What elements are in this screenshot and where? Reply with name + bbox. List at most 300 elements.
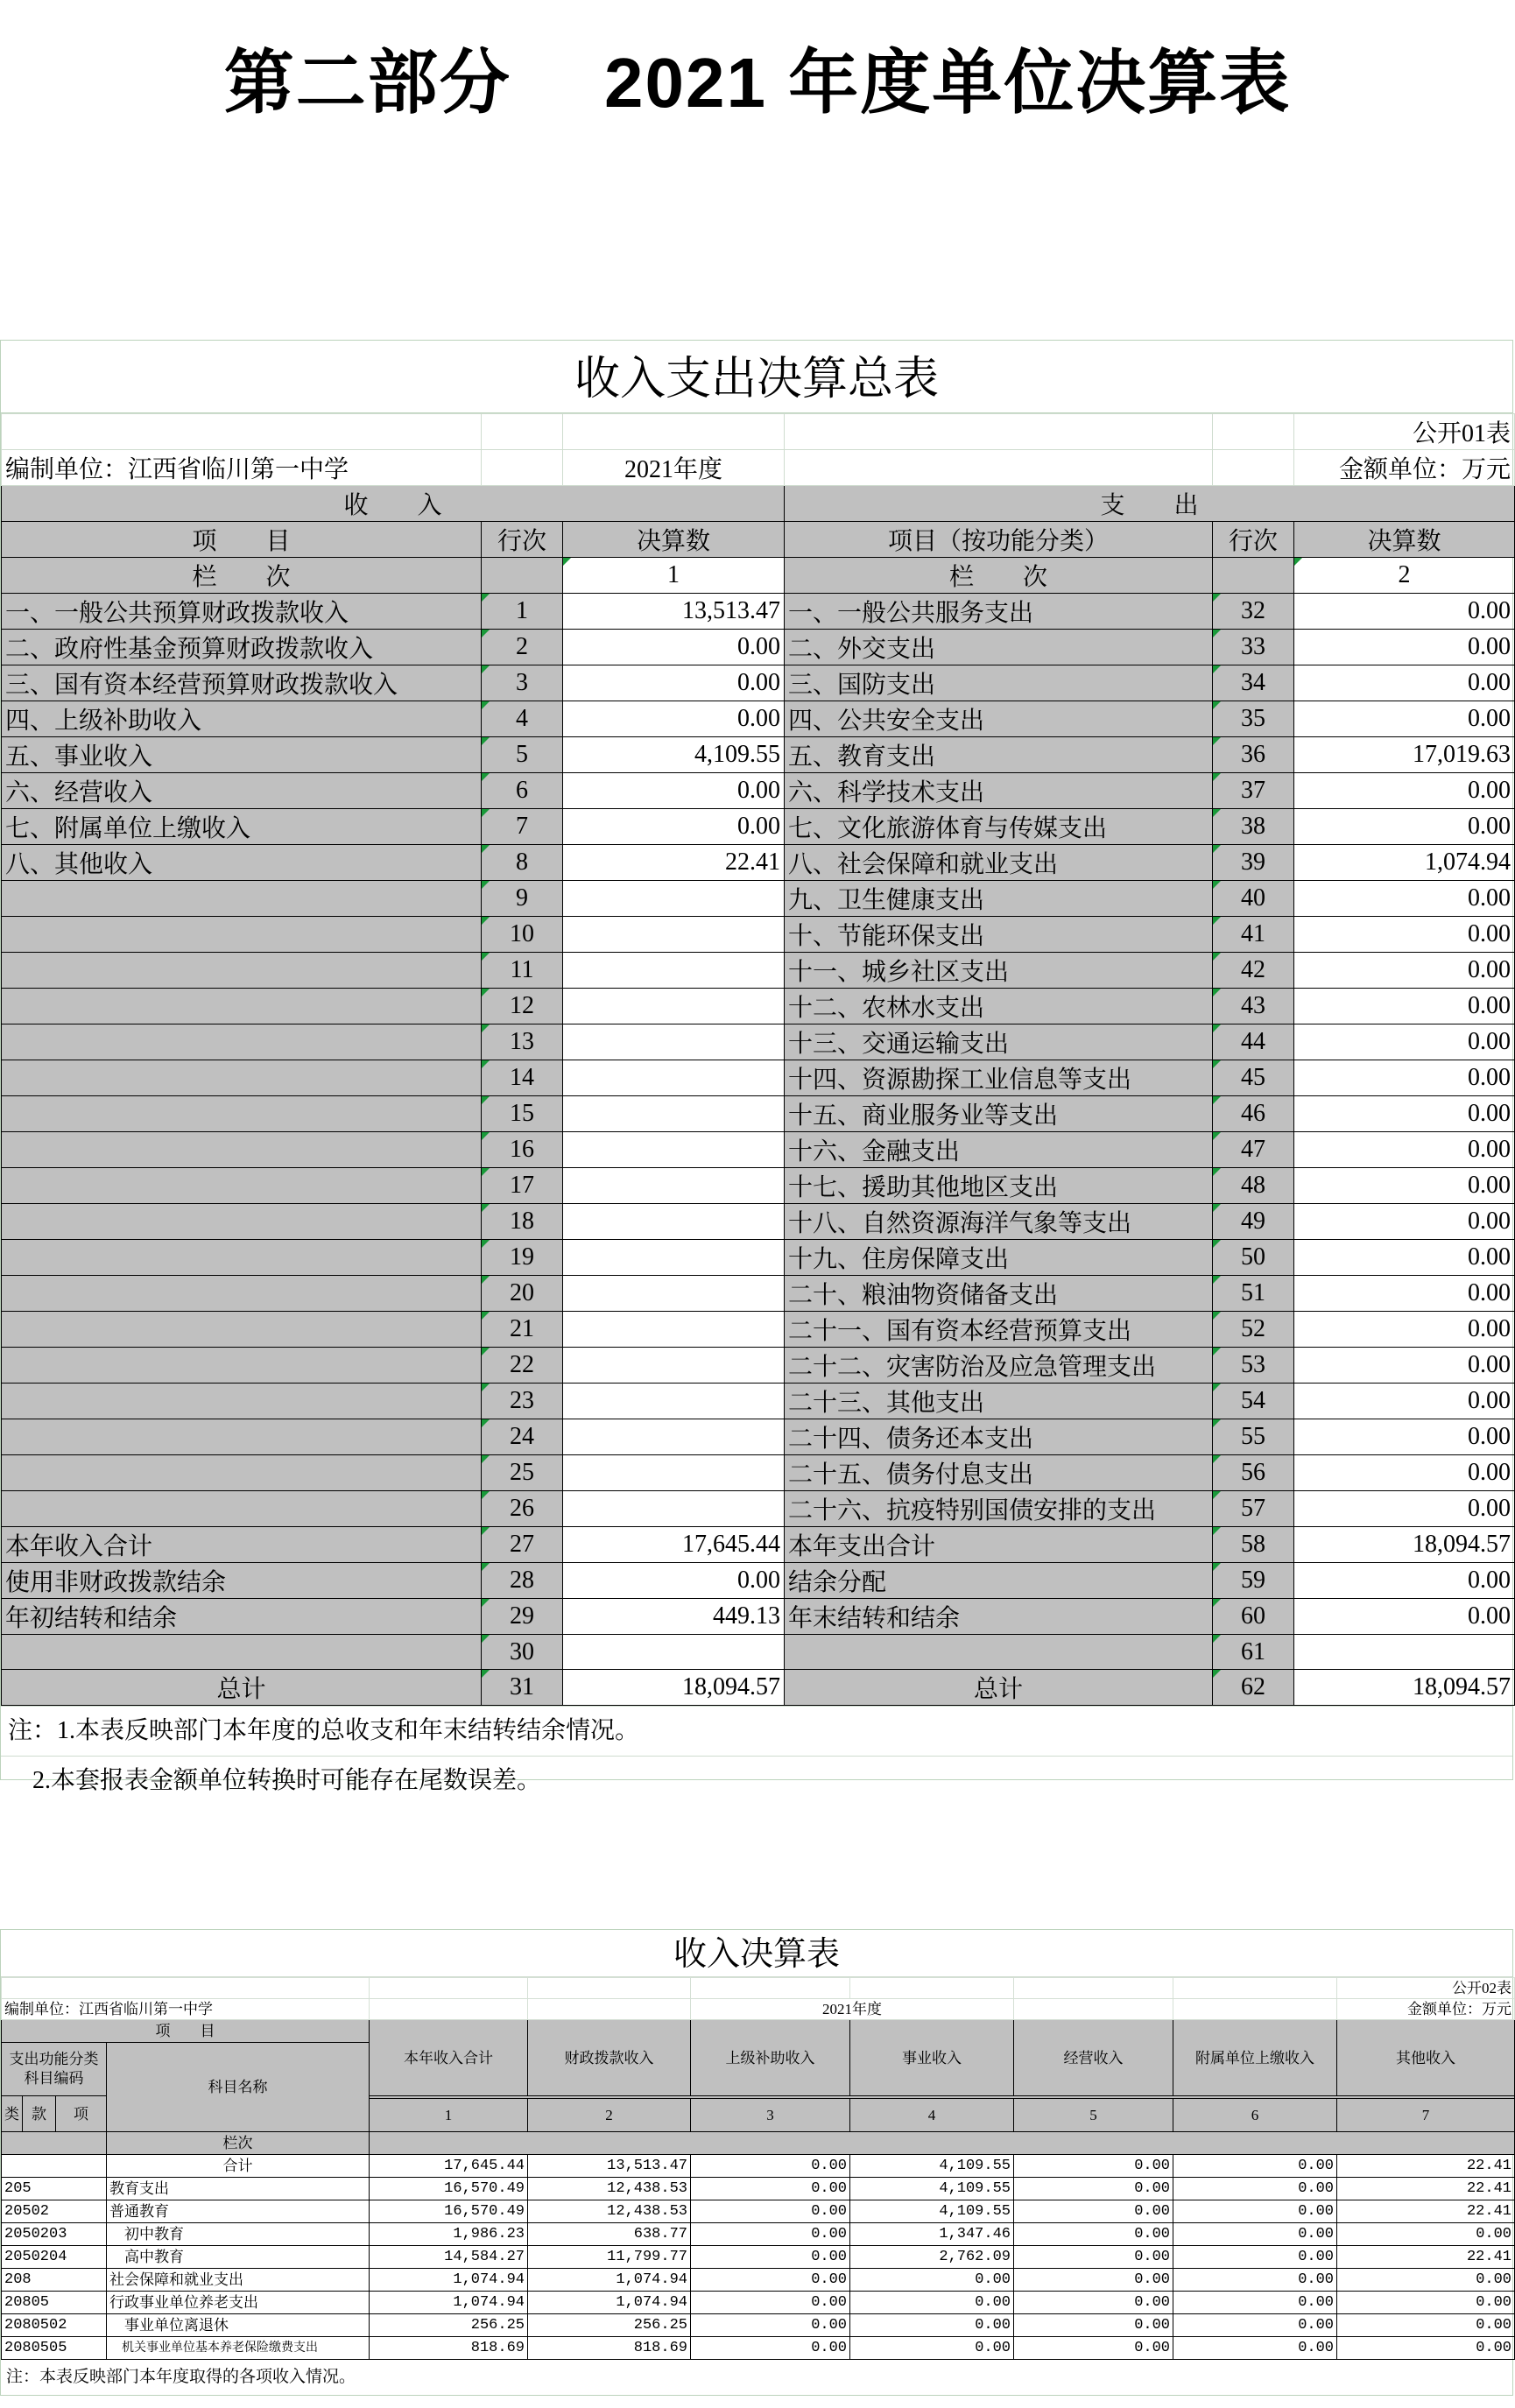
income-item: 二、政府性基金预算财政拨款收入	[2, 630, 482, 665]
expense-item: 十二、农林水支出	[785, 989, 1213, 1024]
amount-cell: 0.00	[850, 2269, 1014, 2292]
income-item: 本年收入合计	[2, 1527, 482, 1563]
income-amount: 0.00	[563, 630, 785, 665]
colnum-3: 3	[691, 2098, 850, 2131]
expense-row-number: 47	[1213, 1132, 1294, 1168]
income-item	[2, 989, 482, 1024]
amount-cell: 1,347.46	[850, 2223, 1014, 2246]
income-item	[2, 1384, 482, 1419]
amount-cell: 0.00	[1173, 2200, 1337, 2223]
table-row	[2, 1096, 1515, 1132]
amount-cell: 0.00	[1014, 2269, 1173, 2292]
expense-row-number: 58	[1213, 1527, 1294, 1563]
table-row	[2, 1455, 1515, 1491]
income-row-number: 3	[482, 665, 563, 701]
page-title: 第二部分 2021 年度单位决算表	[223, 44, 1292, 122]
amount-cell: 0.00	[1173, 2337, 1337, 2360]
total-value-6: 0.00	[1173, 2155, 1337, 2178]
amount-unit: 金额单位：万元	[1294, 450, 1515, 486]
table-row	[2, 773, 1515, 809]
amount-cell: 818.69	[528, 2337, 691, 2360]
expense-item: 二十五、债务付息支出	[785, 1455, 1213, 1491]
table-row	[2, 1419, 1515, 1455]
amount-cell: 0.00	[1173, 2246, 1337, 2269]
expense-row-number: 61	[1213, 1635, 1294, 1670]
function-code: 208	[2, 2269, 107, 2292]
amount-cell: 0.00	[850, 2337, 1014, 2360]
income-amount	[563, 1276, 785, 1312]
expense-item: 五、教育支出	[785, 737, 1213, 773]
expense-amount: 0.00	[1294, 1599, 1515, 1635]
table-row	[2, 1240, 1515, 1276]
income-row-number: 6	[482, 773, 563, 809]
expense-amount: 0.00	[1294, 1024, 1515, 1060]
expense-row-number: 37	[1213, 773, 1294, 809]
amount-cell: 1,074.94	[370, 2269, 528, 2292]
table-row	[2, 737, 1515, 773]
amount-cell: 0.00	[1337, 2223, 1515, 2246]
income-item	[2, 917, 482, 953]
income-amount	[563, 1024, 785, 1060]
amount-cell: 22.41	[1337, 2246, 1515, 2269]
subject-name: 高中教育	[107, 2246, 370, 2269]
amount-cell: 256.25	[370, 2314, 528, 2337]
expense-amount: 0.00	[1294, 630, 1515, 665]
expense-amount: 17,019.63	[1294, 737, 1515, 773]
section-header: 款	[23, 2096, 56, 2132]
subject-name: 社会保障和就业支出	[107, 2269, 370, 2292]
total-row	[2, 1670, 1515, 1706]
table-row	[2, 1599, 1515, 1635]
expense-amount: 0.00	[1294, 1276, 1515, 1312]
amount-cell: 0.00	[1173, 2178, 1337, 2200]
subject-name: 普通教育	[107, 2200, 370, 2223]
income-item	[2, 1491, 482, 1527]
income-amount	[563, 989, 785, 1024]
note-3: 注：本表反映部门本年度取得的各项收入情况。	[6, 2368, 356, 2386]
expense-item: 十八、自然资源海洋气象等支出	[785, 1204, 1213, 1240]
amount-cell: 1,074.94	[528, 2269, 691, 2292]
total-value-3: 0.00	[691, 2155, 850, 2178]
expense-item: 二、外交支出	[785, 630, 1213, 665]
table-row	[2, 1384, 1515, 1419]
expense-item	[785, 1635, 1213, 1670]
amount-cell: 0.00	[1173, 2269, 1337, 2292]
expense-amount: 0.00	[1294, 1060, 1515, 1096]
income-column-number: 1	[563, 558, 785, 594]
income-row-number: 24	[482, 1419, 563, 1455]
income-row-number: 29	[482, 1599, 563, 1635]
note-1: 注：1.本表反映部门本年度的总收支和年末结转结余情况。	[1, 1706, 1512, 1756]
income-expense-summary-table	[0, 340, 1513, 1794]
expense-amount: 0.00	[1294, 1312, 1515, 1348]
expense-amount: 0.00	[1294, 917, 1515, 953]
amount-cell: 0.00	[691, 2178, 850, 2200]
expense-row-number: 34	[1213, 665, 1294, 701]
expense-item: 二十一、国有资本经营预算支出	[785, 1312, 1213, 1348]
income-amount	[563, 1348, 785, 1384]
income-item: 年初结转和结余	[2, 1599, 482, 1635]
income-row-number: 21	[482, 1312, 563, 1348]
income-item: 七、附属单位上缴收入	[2, 809, 482, 845]
income-row-number: 28	[482, 1563, 563, 1599]
expense-row-number: 40	[1213, 881, 1294, 917]
expense-row-number: 56	[1213, 1455, 1294, 1491]
income-amount: 4,109.55	[563, 737, 785, 773]
expense-amount: 0.00	[1294, 881, 1515, 917]
amount-cell: 11,799.77	[528, 2246, 691, 2269]
expense-item: 三、国防支出	[785, 665, 1213, 701]
income-item: 三、国有资本经营预算财政拨款收入	[2, 665, 482, 701]
expense-row-number: 49	[1213, 1204, 1294, 1240]
expense-row-number: 54	[1213, 1384, 1294, 1419]
amount-cell: 0.00	[1014, 2223, 1173, 2246]
amount-cell: 4,109.55	[850, 2200, 1014, 2223]
expense-item: 八、社会保障和就业支出	[785, 845, 1213, 881]
income-amount-header: 决算数	[563, 522, 785, 558]
table-row	[2, 2292, 1515, 2314]
income-row-number: 31	[482, 1670, 563, 1706]
expense-amount: 0.00	[1294, 594, 1515, 630]
table-row	[2, 989, 1515, 1024]
income-item: 总计	[2, 1670, 482, 1706]
income-item: 五、事业收入	[2, 737, 482, 773]
income-amount: 13,513.47	[563, 594, 785, 630]
table-row	[2, 1132, 1515, 1168]
expense-item: 四、公共安全支出	[785, 701, 1213, 737]
income-amount: 0.00	[563, 701, 785, 737]
expense-row-number: 53	[1213, 1348, 1294, 1384]
income-row-number: 13	[482, 1024, 563, 1060]
expense-row-number: 39	[1213, 845, 1294, 881]
colnum-2: 2	[528, 2098, 691, 2131]
subject-name: 教育支出	[107, 2178, 370, 2200]
expense-row-number: 32	[1213, 594, 1294, 630]
table-row	[2, 881, 1515, 917]
amount-cell: 0.00	[691, 2314, 850, 2337]
colnum-7: 7	[1337, 2098, 1515, 2131]
col-header-6: 附属单位上缴收入	[1173, 2020, 1337, 2096]
expense-row-number: 45	[1213, 1060, 1294, 1096]
expense-item: 十一、城乡社区支出	[785, 953, 1213, 989]
income-amount	[563, 917, 785, 953]
amount-cell: 0.00	[1337, 2269, 1515, 2292]
expense-row-number: 59	[1213, 1563, 1294, 1599]
subject-name: 机关事业单位基本养老保险缴费支出	[107, 2337, 370, 2360]
income-row-number: 4	[482, 701, 563, 737]
expense-item: 十三、交通运输支出	[785, 1024, 1213, 1060]
amount-cell: 12,438.53	[528, 2178, 691, 2200]
income-item	[2, 1240, 482, 1276]
income-item	[2, 1060, 482, 1096]
expense-row-number: 35	[1213, 701, 1294, 737]
expense-amount: 0.00	[1294, 1455, 1515, 1491]
income-item	[2, 1204, 482, 1240]
table1-title: 收入支出决算总表	[1, 341, 1512, 413]
expense-item: 本年支出合计	[785, 1527, 1213, 1563]
amount-unit-2: 金额单位：万元	[1337, 1999, 1515, 2020]
income-statement-table	[0, 1929, 1513, 2396]
expense-amount: 0.00	[1294, 1132, 1515, 1168]
income-amount	[563, 1240, 785, 1276]
table-row	[2, 2269, 1515, 2292]
amount-cell: 0.00	[850, 2292, 1014, 2314]
total-value-1: 17,645.44	[370, 2155, 528, 2178]
table-row	[2, 2314, 1515, 2337]
expense-row-number: 41	[1213, 917, 1294, 953]
table-row	[2, 1312, 1515, 1348]
table-row	[2, 1060, 1515, 1096]
expense-row-number: 60	[1213, 1599, 1294, 1635]
col-header-1: 本年收入合计	[370, 2020, 528, 2096]
income-row-number: 5	[482, 737, 563, 773]
income-row-header: 行次	[482, 522, 563, 558]
amount-cell: 0.00	[1014, 2314, 1173, 2337]
amount-cell: 0.00	[691, 2292, 850, 2314]
amount-cell: 1,986.23	[370, 2223, 528, 2246]
income-amount	[563, 1168, 785, 1204]
expense-amount	[1294, 1635, 1515, 1670]
amount-cell: 256.25	[528, 2314, 691, 2337]
income-row-number: 1	[482, 594, 563, 630]
function-code-header: 支出功能分类科目编码	[2, 2043, 107, 2096]
table-row	[2, 2200, 1515, 2223]
table-row	[2, 809, 1515, 845]
expense-row-number: 33	[1213, 630, 1294, 665]
table-row	[2, 1527, 1515, 1563]
function-code: 205	[2, 2178, 107, 2200]
table-row	[2, 917, 1515, 953]
income-amount: 17,645.44	[563, 1527, 785, 1563]
total-label: 合计	[107, 2155, 370, 2178]
fiscal-year: 2021年度	[563, 450, 785, 486]
col-header-5: 经营收入	[1014, 2020, 1173, 2096]
expense-row-number: 62	[1213, 1670, 1294, 1706]
total-value-5: 0.00	[1014, 2155, 1173, 2178]
amount-cell: 0.00	[1014, 2292, 1173, 2314]
amount-cell: 0.00	[1014, 2246, 1173, 2269]
colnum-6: 6	[1173, 2098, 1337, 2131]
expense-item: 一、一般公共服务支出	[785, 594, 1213, 630]
amount-cell: 0.00	[1173, 2292, 1337, 2314]
table-row	[2, 630, 1515, 665]
income-amount: 0.00	[563, 1563, 785, 1599]
income-item	[2, 1024, 482, 1060]
income-row-number: 18	[482, 1204, 563, 1240]
income-item	[2, 1132, 482, 1168]
amount-cell: 0.00	[691, 2337, 850, 2360]
table-row	[2, 2246, 1515, 2269]
income-item	[2, 1348, 482, 1384]
expense-item: 六、科学技术支出	[785, 773, 1213, 809]
colnum-1: 1	[370, 2098, 528, 2131]
expense-item: 二十四、债务还本支出	[785, 1419, 1213, 1455]
expense-row-number: 44	[1213, 1024, 1294, 1060]
income-amount: 0.00	[563, 773, 785, 809]
amount-cell: 1,074.94	[370, 2292, 528, 2314]
income-item: 四、上级补助收入	[2, 701, 482, 737]
expense-item: 九、卫生健康支出	[785, 881, 1213, 917]
expense-amount: 18,094.57	[1294, 1527, 1515, 1563]
table-row	[2, 953, 1515, 989]
income-row-number: 11	[482, 953, 563, 989]
income-item	[2, 1635, 482, 1670]
table-row	[2, 2178, 1515, 2200]
income-item	[2, 1312, 482, 1348]
function-code: 2080505	[2, 2337, 107, 2360]
amount-cell: 0.00	[691, 2200, 850, 2223]
expense-amount: 0.00	[1294, 1204, 1515, 1240]
income-item: 八、其他收入	[2, 845, 482, 881]
income-item: 使用非财政拨款结余	[2, 1563, 482, 1599]
expense-amount: 0.00	[1294, 665, 1515, 701]
expense-amount: 0.00	[1294, 1491, 1515, 1527]
income-item	[2, 1419, 482, 1455]
expense-item: 二十六、抗疫特别国债安排的支出	[785, 1491, 1213, 1527]
expense-amount: 0.00	[1294, 989, 1515, 1024]
expense-row-number: 50	[1213, 1240, 1294, 1276]
item-subheader: 项	[56, 2096, 107, 2132]
compiling-unit: 编制单位：江西省临川第一中学	[2, 450, 482, 486]
expense-item: 年末结转和结余	[785, 1599, 1213, 1635]
table-row	[2, 665, 1515, 701]
amount-cell: 0.00	[1014, 2178, 1173, 2200]
col-header-3: 上级补助收入	[691, 2020, 850, 2096]
income-amount: 449.13	[563, 1599, 785, 1635]
income-amount	[563, 953, 785, 989]
income-item: 六、经营收入	[2, 773, 482, 809]
income-row-number: 17	[482, 1168, 563, 1204]
expense-item: 二十、粮油物资储备支出	[785, 1276, 1213, 1312]
expense-item: 十九、住房保障支出	[785, 1240, 1213, 1276]
income-item	[2, 1168, 482, 1204]
income-row-number: 2	[482, 630, 563, 665]
income-item	[2, 953, 482, 989]
amount-cell: 0.00	[1337, 2292, 1515, 2314]
amount-cell: 818.69	[370, 2337, 528, 2360]
income-amount	[563, 1635, 785, 1670]
amount-cell: 0.00	[691, 2246, 850, 2269]
col-header-7: 其他收入	[1337, 2020, 1515, 2096]
income-amount	[563, 1419, 785, 1455]
col-header-2: 财政拨款收入	[528, 2020, 691, 2096]
income-row-number: 10	[482, 917, 563, 953]
function-code: 20502	[2, 2200, 107, 2223]
income-row-number: 9	[482, 881, 563, 917]
subject-name: 初中教育	[107, 2223, 370, 2246]
table-row	[2, 845, 1515, 881]
expense-amount: 1,074.94	[1294, 845, 1515, 881]
amount-cell: 0.00	[1173, 2223, 1337, 2246]
income-amount	[563, 1491, 785, 1527]
income-item: 一、一般公共预算财政拨款收入	[2, 594, 482, 630]
expense-item: 十七、援助其他地区支出	[785, 1168, 1213, 1204]
expense-amount: 0.00	[1294, 953, 1515, 989]
amount-cell: 14,584.27	[370, 2246, 528, 2269]
income-amount	[563, 881, 785, 917]
amount-cell: 16,570.49	[370, 2200, 528, 2223]
income-row-number: 12	[482, 989, 563, 1024]
income-row-number: 27	[482, 1527, 563, 1563]
amount-cell: 0.00	[1337, 2337, 1515, 2360]
expense-item: 十、节能环保支出	[785, 917, 1213, 953]
table-row	[2, 1491, 1515, 1527]
table-row	[2, 1635, 1515, 1670]
income-row-number: 7	[482, 809, 563, 845]
table-row	[2, 1276, 1515, 1312]
expense-item: 二十二、灾害防治及应急管理支出	[785, 1348, 1213, 1384]
amount-cell: 16,570.49	[370, 2178, 528, 2200]
income-row-number: 19	[482, 1240, 563, 1276]
income-amount	[563, 1204, 785, 1240]
expense-item: 二十三、其他支出	[785, 1384, 1213, 1419]
table-row	[2, 1563, 1515, 1599]
expense-item: 七、文化旅游体育与传媒支出	[785, 809, 1213, 845]
amount-cell: 0.00	[850, 2314, 1014, 2337]
expense-row-header: 行次	[1213, 522, 1294, 558]
amount-cell: 12,438.53	[528, 2200, 691, 2223]
expense-row-number: 43	[1213, 989, 1294, 1024]
income-row-number: 25	[482, 1455, 563, 1491]
income-amount	[563, 1132, 785, 1168]
form-number: 公开01表	[1294, 414, 1515, 450]
income-row-number: 30	[482, 1635, 563, 1670]
expense-row-number: 57	[1213, 1491, 1294, 1527]
amount-cell: 2,762.09	[850, 2246, 1014, 2269]
table-row	[2, 1204, 1515, 1240]
table-row	[2, 1024, 1515, 1060]
income-item	[2, 881, 482, 917]
amount-cell: 22.41	[1337, 2200, 1515, 2223]
function-code: 2050203	[2, 2223, 107, 2246]
amount-cell: 0.00	[691, 2223, 850, 2246]
expense-item-header: 项目（按功能分类）	[785, 522, 1213, 558]
expense-row-number: 51	[1213, 1276, 1294, 1312]
class-header: 类	[2, 2096, 23, 2132]
compiling-unit-2: 编制单位：江西省临川第一中学	[2, 1999, 370, 2020]
table-row	[2, 701, 1515, 737]
function-code: 2080502	[2, 2314, 107, 2337]
income-row-number: 23	[482, 1384, 563, 1419]
income-amount	[563, 1384, 785, 1419]
form-number-2: 公开02表	[1337, 1978, 1515, 1999]
expense-amount: 0.00	[1294, 1096, 1515, 1132]
subject-name-header: 科目名称	[107, 2043, 370, 2132]
expense-row-number: 38	[1213, 809, 1294, 845]
subject-name: 行政事业单位养老支出	[107, 2292, 370, 2314]
income-amount	[563, 1096, 785, 1132]
amount-cell: 0.00	[1014, 2200, 1173, 2223]
income-row-number: 8	[482, 845, 563, 881]
income-item	[2, 1455, 482, 1491]
total-value-7: 22.41	[1337, 2155, 1515, 2178]
expense-item: 十六、金融支出	[785, 1132, 1213, 1168]
column-label-row: 栏次	[107, 2132, 370, 2155]
expense-amount: 0.00	[1294, 1384, 1515, 1419]
amount-cell: 0.00	[1337, 2314, 1515, 2337]
expense-row-number: 42	[1213, 953, 1294, 989]
income-row-number: 26	[482, 1491, 563, 1527]
expense-item: 十四、资源勘探工业信息等支出	[785, 1060, 1213, 1096]
function-code: 20805	[2, 2292, 107, 2314]
expense-amount: 18,094.57	[1294, 1670, 1515, 1706]
income-item	[2, 1276, 482, 1312]
expense-item: 十五、商业服务业等支出	[785, 1096, 1213, 1132]
amount-cell: 22.41	[1337, 2178, 1515, 2200]
amount-cell: 0.00	[1014, 2337, 1173, 2360]
expense-amount: 0.00	[1294, 1563, 1515, 1599]
note-2: 2.本套报表金额单位转换时可能存在尾数误差。	[1, 1756, 1512, 1806]
